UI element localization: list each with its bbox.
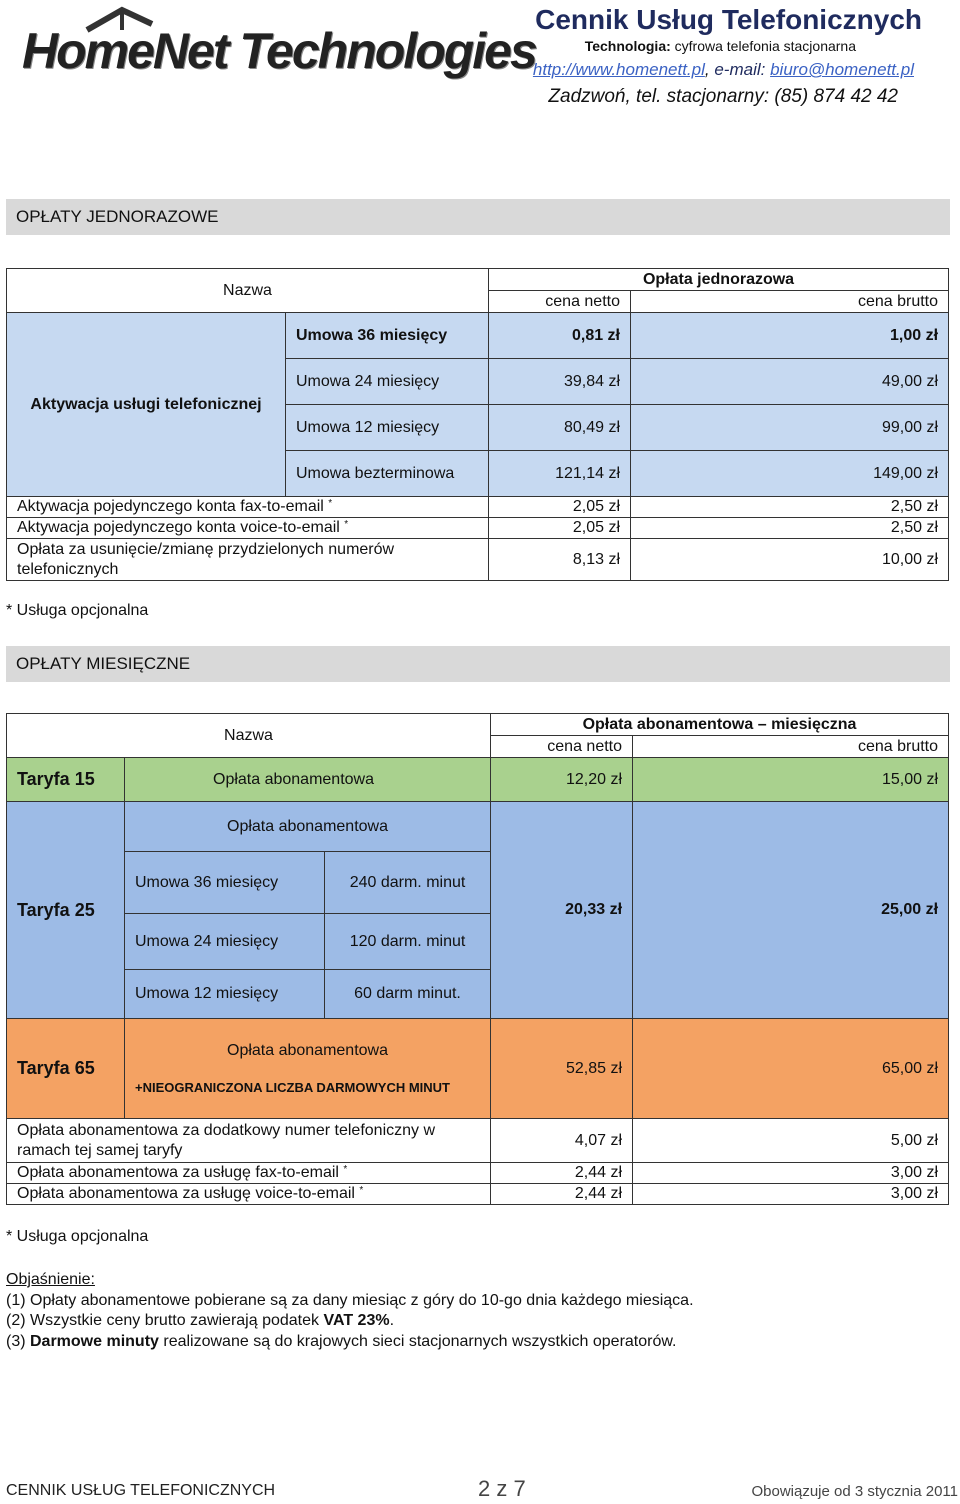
optional-mark: * <box>344 519 349 530</box>
fee-name: Opłata abonamentowa za dodatkowy numer telefoniczny w ramach tej samej taryfy <box>7 1119 491 1163</box>
activation-net: 39,84 zł <box>489 359 631 405</box>
tariff-gross: 65,00 zł <box>633 1019 949 1119</box>
activation-gross: 149,00 zł <box>631 451 949 497</box>
effective-date: Obowiązuje od 3 stycznia 2011 <box>751 1483 958 1500</box>
contract-term: Umowa 24 miesięcy <box>125 914 325 970</box>
optional-mark: * <box>359 1185 364 1196</box>
tariff-15-row <box>7 758 949 802</box>
one-time-fees-table <box>6 268 949 581</box>
section-one-time-title: OPŁATY JEDNORAZOWE <box>6 199 950 235</box>
explanation-text: realizowane są do krajowych sieci stacjonarnych wszystkich operatorów. <box>158 1333 677 1350</box>
activation-gross: 1,00 zł <box>631 313 949 359</box>
contact-links: http://www.homenett.pl, e-mail: biuro@homenett.pl <box>532 60 914 79</box>
fee-net: 2,05 zł <box>489 518 631 539</box>
monthly-footnote: * Usługa opcjonalna <box>6 1228 149 1245</box>
activation-label: Aktywacja usługi telefonicznej <box>7 313 286 497</box>
explanation-text: (3) <box>6 1333 30 1350</box>
tariff-net: 12,20 zł <box>491 758 633 802</box>
col-net-header: cena netto <box>489 291 631 313</box>
technology-label: Technologia: <box>584 38 671 54</box>
activation-gross: 49,00 zł <box>631 359 949 405</box>
explanation-line-1: (1) Opłaty abonamentowe pobierane są za dany miesiąc z góry do 10-go dnia każdego miesiąca. <box>6 1292 694 1309</box>
technology-line <box>585 38 856 54</box>
table-row <box>7 497 949 518</box>
fee-net: 8,13 zł <box>489 539 631 581</box>
fee-name: Opłata abonamentowa za usługę voice-to-email <box>17 1185 355 1202</box>
unlimited-minutes-note: +NIEOGRANICZONA LICZBA DARMOWYCH MINUT <box>135 1080 450 1095</box>
table-row <box>7 1184 949 1205</box>
tariff-gross: 25,00 zł <box>633 802 949 1019</box>
table-row <box>7 1119 949 1163</box>
fee-gross: 5,00 zł <box>633 1119 949 1163</box>
explanation-title: Objaśnienie: <box>6 1271 95 1288</box>
table-row <box>7 1163 949 1184</box>
free-minutes: 60 darm minut. <box>325 970 491 1019</box>
contract-term: Umowa 12 miesięcy <box>125 970 325 1019</box>
tariff-65-row <box>7 1019 949 1119</box>
tariff-desc: Opłata abonamentowa <box>227 1042 388 1059</box>
fee-gross: 3,00 zł <box>633 1184 949 1205</box>
activation-gross: 99,00 zł <box>631 405 949 451</box>
fee-name: Opłata abonamentowa za usługę fax-to-email <box>17 1164 339 1181</box>
tariff-name: Taryfa 15 <box>7 758 125 802</box>
vat-rate: VAT 23% <box>323 1312 390 1329</box>
activation-net: 80,49 zł <box>489 405 631 451</box>
fee-name: Aktywacja pojedynczego konta fax-to-email <box>17 498 324 515</box>
tariff-name: Taryfa 65 <box>7 1019 125 1119</box>
technology-value: cyfrowa telefonia stacjonarna <box>674 38 856 54</box>
document-title: Cennik Usług Telefonicznych <box>535 4 922 35</box>
explanation-line-3 <box>6 1333 676 1351</box>
email-link[interactable]: biuro@homenett.pl <box>770 60 914 79</box>
fee-gross: 2,50 zł <box>631 518 949 539</box>
tariff-name: Taryfa 25 <box>7 802 125 1019</box>
optional-mark: * <box>328 498 333 509</box>
col-name-header: Nazwa <box>7 714 491 758</box>
tariff-net: 52,85 zł <box>491 1019 633 1119</box>
tariff-desc: Opłata abonamentowa <box>125 758 491 802</box>
free-minutes-term: Darmowe minuty <box>30 1333 159 1350</box>
email-label: e-mail: <box>714 60 766 79</box>
fee-net: 4,07 zł <box>491 1119 633 1163</box>
section-monthly-title: OPŁATY MIESIĘCZNE <box>6 646 950 682</box>
col-net-header: cena netto <box>491 736 633 758</box>
col-name-header: Nazwa <box>7 269 489 313</box>
activation-net: 0,81 zł <box>489 313 631 359</box>
fee-net: 2,05 zł <box>489 497 631 518</box>
footer-title: CENNIK USŁUG TELEFONICZNYCH <box>6 1482 276 1499</box>
explanation-line-2 <box>6 1312 394 1330</box>
page-number: 2 z 7 <box>478 1476 526 1501</box>
logo-text: HomeNet Technologies <box>22 23 536 79</box>
tariff-desc: Opłata abonamentowa <box>125 802 491 852</box>
col-gross-header: cena brutto <box>631 291 949 313</box>
contract-term: Umowa 36 miesięcy <box>125 852 325 914</box>
fee-gross: 3,00 zł <box>633 1163 949 1184</box>
fee-name: Aktywacja pojedynczego konta voice-to-email <box>17 519 340 536</box>
activation-term: Umowa bezterminowa <box>286 451 489 497</box>
activation-term: Umowa 12 miesięcy <box>286 405 489 451</box>
tariff-net: 20,33 zł <box>491 802 633 1019</box>
activation-term: Umowa 36 miesięcy <box>286 313 489 359</box>
table-row <box>7 539 949 581</box>
fee-gross: 2,50 zł <box>631 497 949 518</box>
website-link[interactable]: http://www.homenett.pl <box>532 60 705 79</box>
phone-line: Zadzwoń, tel. stacjonarny: (85) 874 42 42 <box>548 86 898 107</box>
free-minutes: 120 darm. minut <box>325 914 491 970</box>
activation-term: Umowa 24 miesięcy <box>286 359 489 405</box>
one-time-footnote: * Usługa opcjonalna <box>6 602 149 619</box>
col-group-header: Opłata jednorazowa <box>489 269 949 291</box>
tariff-gross: 15,00 zł <box>633 758 949 802</box>
monthly-fees-table <box>6 713 949 1205</box>
explanation-text: (2) Wszystkie ceny brutto zawierają podatek <box>6 1312 324 1329</box>
free-minutes: 240 darm. minut <box>325 852 491 914</box>
table-row <box>7 518 949 539</box>
optional-mark: * <box>343 1164 348 1175</box>
fee-net: 2,44 zł <box>491 1163 633 1184</box>
fee-net: 2,44 zł <box>491 1184 633 1205</box>
col-group-header: Opłata abonamentowa – miesięczna <box>491 714 949 736</box>
col-gross-header: cena brutto <box>633 736 949 758</box>
company-logo <box>22 4 536 90</box>
fee-gross: 10,00 zł <box>631 539 949 581</box>
activation-net: 121,14 zł <box>489 451 631 497</box>
explanation-text: . <box>389 1312 395 1329</box>
fee-name: Opłata za usunięcie/zmianę przydzielonych numerów telefonicznych <box>7 539 489 581</box>
